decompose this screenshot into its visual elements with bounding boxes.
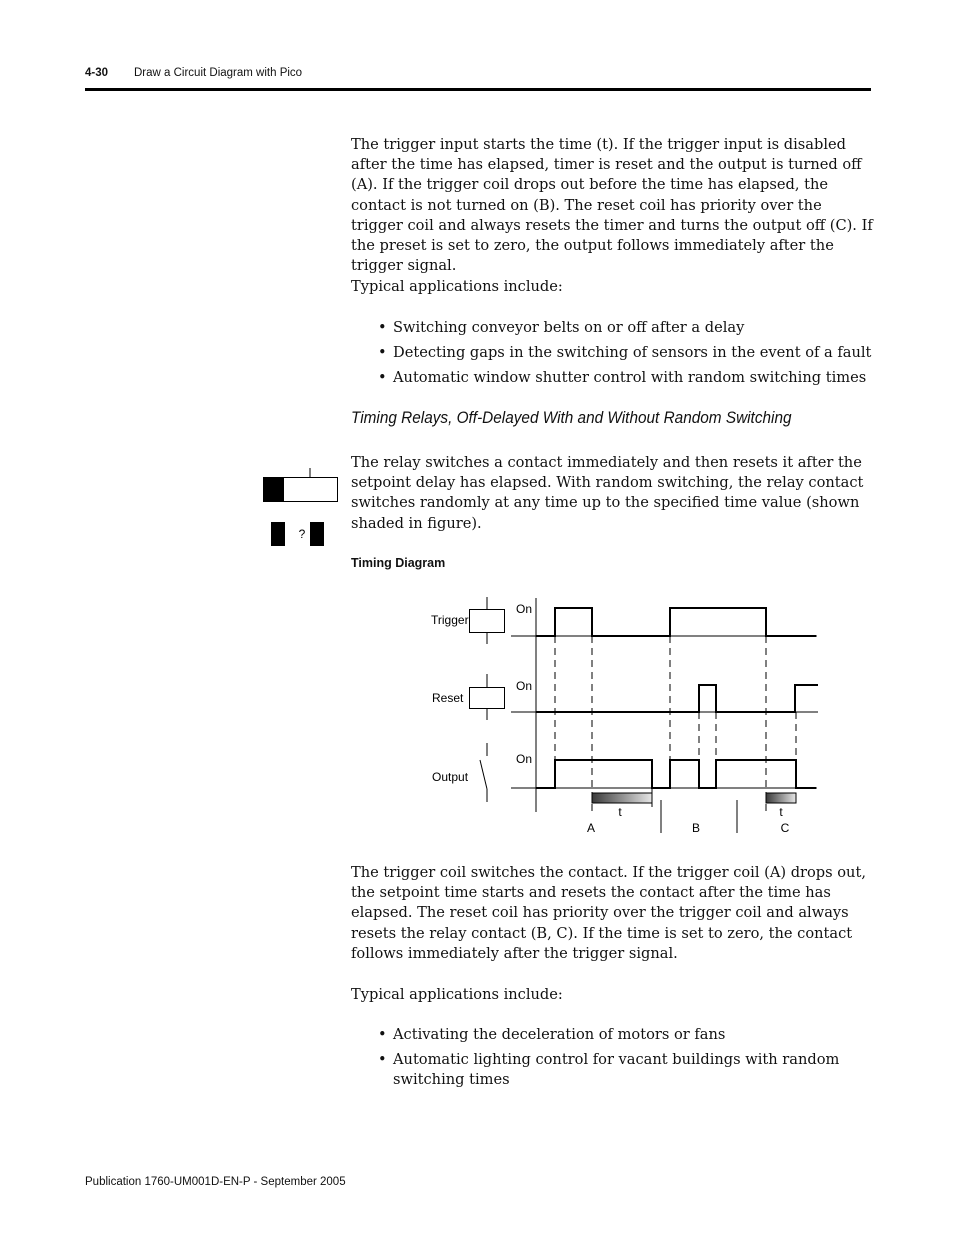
reset-signal [536,685,818,712]
reset-row-label: Reset [432,691,464,705]
applications-list-2 [378,1025,858,1095]
page-number: 4-30 [85,67,109,79]
list-item: • Switching conveyor belts on or off after a delay [378,318,878,338]
output-row-label: Output [432,770,469,784]
description-paragraph: The trigger coil switches the contact. If the trigger coil (A) drops out, the setpoint time starts and resets the contact after the time has elapsed. The reset coil has priority over the trigger coil and always resets the relay contact (B, C). If the time is set to zero, the contact follows immediately after the trigger signal. [351,864,866,962]
case-label-b: B [691,821,701,835]
output-on-label: On [516,752,533,766]
running-header-title: Draw a Circuit Diagram with Pico [134,67,303,79]
footer-publication: Publication 1760-UM001D-EN-P - September 2005 [85,1176,346,1188]
time-label-c: t [779,805,783,819]
applications-intro-2: Typical applications include: [351,986,563,1003]
list-item: • Automatic window shutter control with random switching times [378,368,878,388]
time-bar-a [592,793,652,803]
case-label-c: C [780,821,790,835]
section-heading: Timing Relays, Off-Delayed With and Without Random Switching [351,409,792,427]
case-label-a: A [586,821,596,835]
intro-paragraph: The trigger input starts the time (t). If the trigger input is disabled after the time has elapsed, timer is reset and the output is turned off (A). If the trigger coil drops out before the time has elapsed, the contact is not turned on (B). The reset coil has priority over the trigger coil and always resets the timer and turns the output off (C). If the preset is set to zero, the output follows immediately after the trigger signal. [351,136,873,275]
timing-diagram-heading: Timing Diagram [351,556,446,570]
trigger-coil-icon [470,610,505,633]
reset-on-label: On [516,679,533,693]
time-bar-c [766,793,796,803]
list-item: • Detecting gaps in the switching of sensors in the event of a fault [378,343,878,363]
trigger-on-label: On [516,602,533,616]
applications-intro-1: Typical applications include: [351,278,563,295]
output-signal [536,760,816,788]
random-question-mark: ? [298,527,306,541]
trigger-signal [536,608,816,636]
list-item: • Automatic lighting control for vacant buildings with random switching times [378,1050,858,1090]
dashed-reference-lines [555,636,796,812]
trigger-row-label: Trigger [431,613,469,627]
reset-coil-icon [470,688,505,709]
output-contact-icon [480,760,487,789]
list-item: • Activating the deceleration of motors or fans [378,1025,858,1045]
time-label-a: t [618,805,622,819]
section-paragraph: The relay switches a contact immediately and then resets it after the setpoint delay has elapsed. With random switching, the relay contact switches randomly at any time up to the specified time value (shown shaded in figure). [351,454,864,532]
